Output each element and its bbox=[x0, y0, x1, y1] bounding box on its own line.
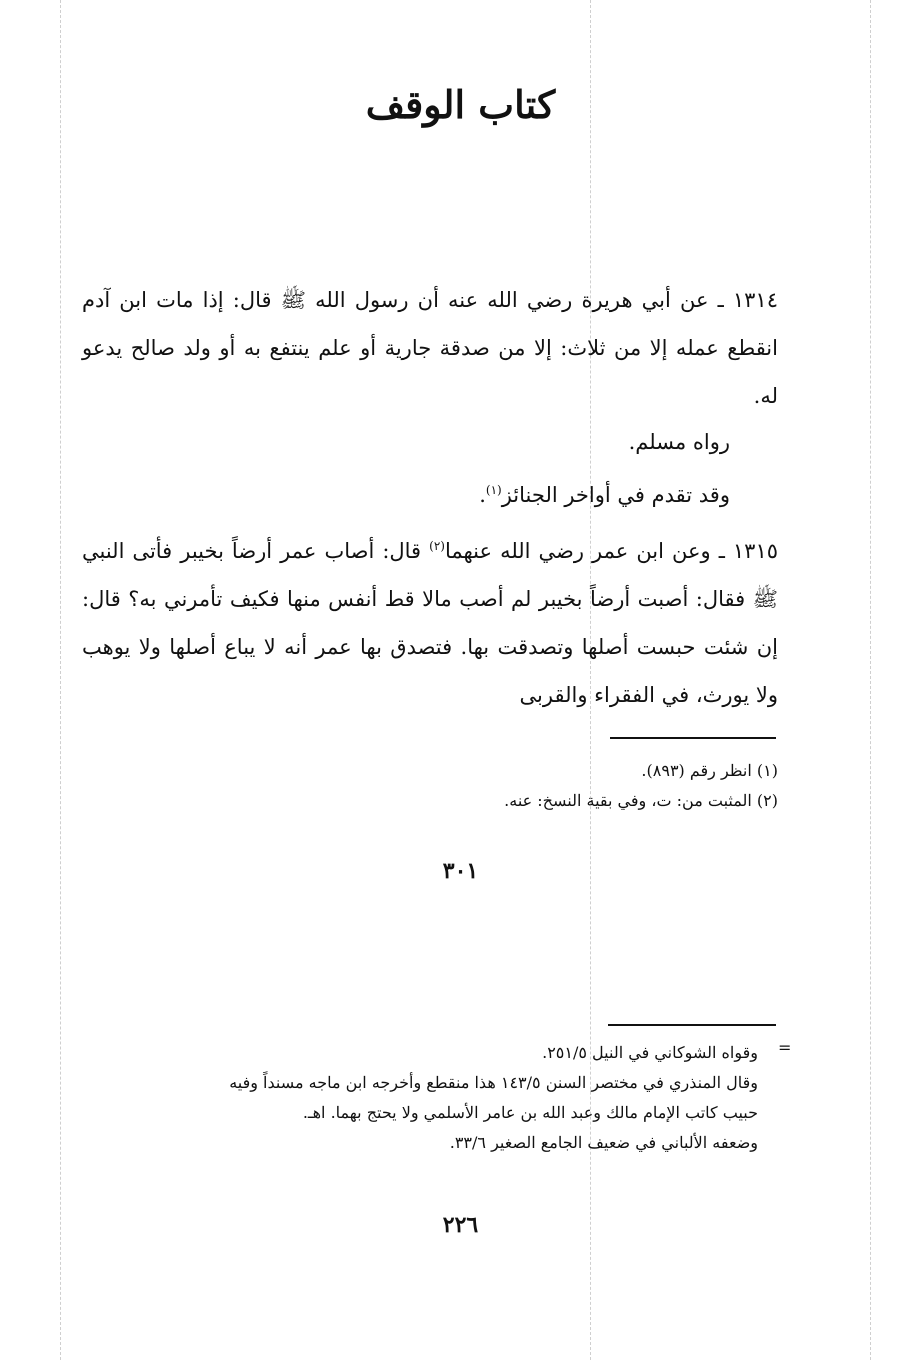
continuation-mark: = bbox=[778, 1038, 792, 1057]
cross-reference-text: وقد تقدم في أواخر الجنائز bbox=[501, 483, 730, 507]
hadith-1315-opening: ١٣١٥ ـ وعن ابن عمر رضي الله عنهما bbox=[444, 539, 779, 563]
footnote-1: (١) انظر رقم (٨٩٣). bbox=[641, 761, 778, 780]
footnote-2: (٢) المثبت من: ت، وفي بقية النسخ: عنه. bbox=[504, 791, 778, 810]
hadith-1314: ١٣١٤ ـ عن أبي هريرة رضي الله عنه أن رسول الله ﷺ قال: إذا مات ابن آدم انقطع عمله إلا من ثلاث: إلا من صدقة جارية أو علم ينتفع به أو ولد صالح يدعو له. bbox=[82, 288, 778, 408]
scan-guide-line bbox=[60, 0, 61, 1360]
hadith-1315 bbox=[82, 522, 778, 719]
commentary-line: حبيب كاتب الإمام مالك وعبد الله بن عامر الأسلمي ولا يحتج بهما. اهـ. bbox=[302, 1103, 758, 1122]
commentary-line: وقال المنذري في مختصر السنن ١٤٣/٥ هذا منقطع وأخرجه ابن ماجه مسنداً وفيه bbox=[229, 1073, 758, 1092]
hadith-1315-text: قال: أصاب عمر أرضاً بخيبر فأتى النبي ﷺ فقال: أصبت أرضاً بخيبر لم أصب مالا قط أنفس منها فكيف تأمرني به؟ قال: إن شئت حبست أصلها وتصدقت بها. فتصدق بها عمر أنه لا يباع أصلها ولا يوهب ولا يورث، في الفقراء والقربى bbox=[82, 539, 778, 707]
scan-guide-line bbox=[870, 0, 871, 1360]
chapter-title: كتاب الوقف bbox=[365, 82, 556, 127]
page-number-top: ٣٠١ bbox=[442, 858, 479, 884]
footnote-divider bbox=[610, 737, 776, 739]
footnote-ref-2: (٢) bbox=[429, 539, 445, 553]
page-number-bottom: ٢٢٦ bbox=[442, 1212, 479, 1238]
narration-note: رواه مسلم. bbox=[628, 430, 730, 454]
commentary-divider bbox=[608, 1024, 776, 1026]
commentary-line: وضعفه الألباني في ضعيف الجامع الصغير ٣٣/٦. bbox=[449, 1133, 758, 1152]
cross-reference-note bbox=[82, 466, 778, 519]
commentary-block bbox=[80, 1038, 758, 1158]
cross-reference-end: . bbox=[479, 483, 486, 507]
commentary-line: وقواه الشوكاني في النيل ٢٥١/٥. bbox=[542, 1043, 758, 1062]
footnote-ref-1: (١) bbox=[485, 483, 502, 497]
